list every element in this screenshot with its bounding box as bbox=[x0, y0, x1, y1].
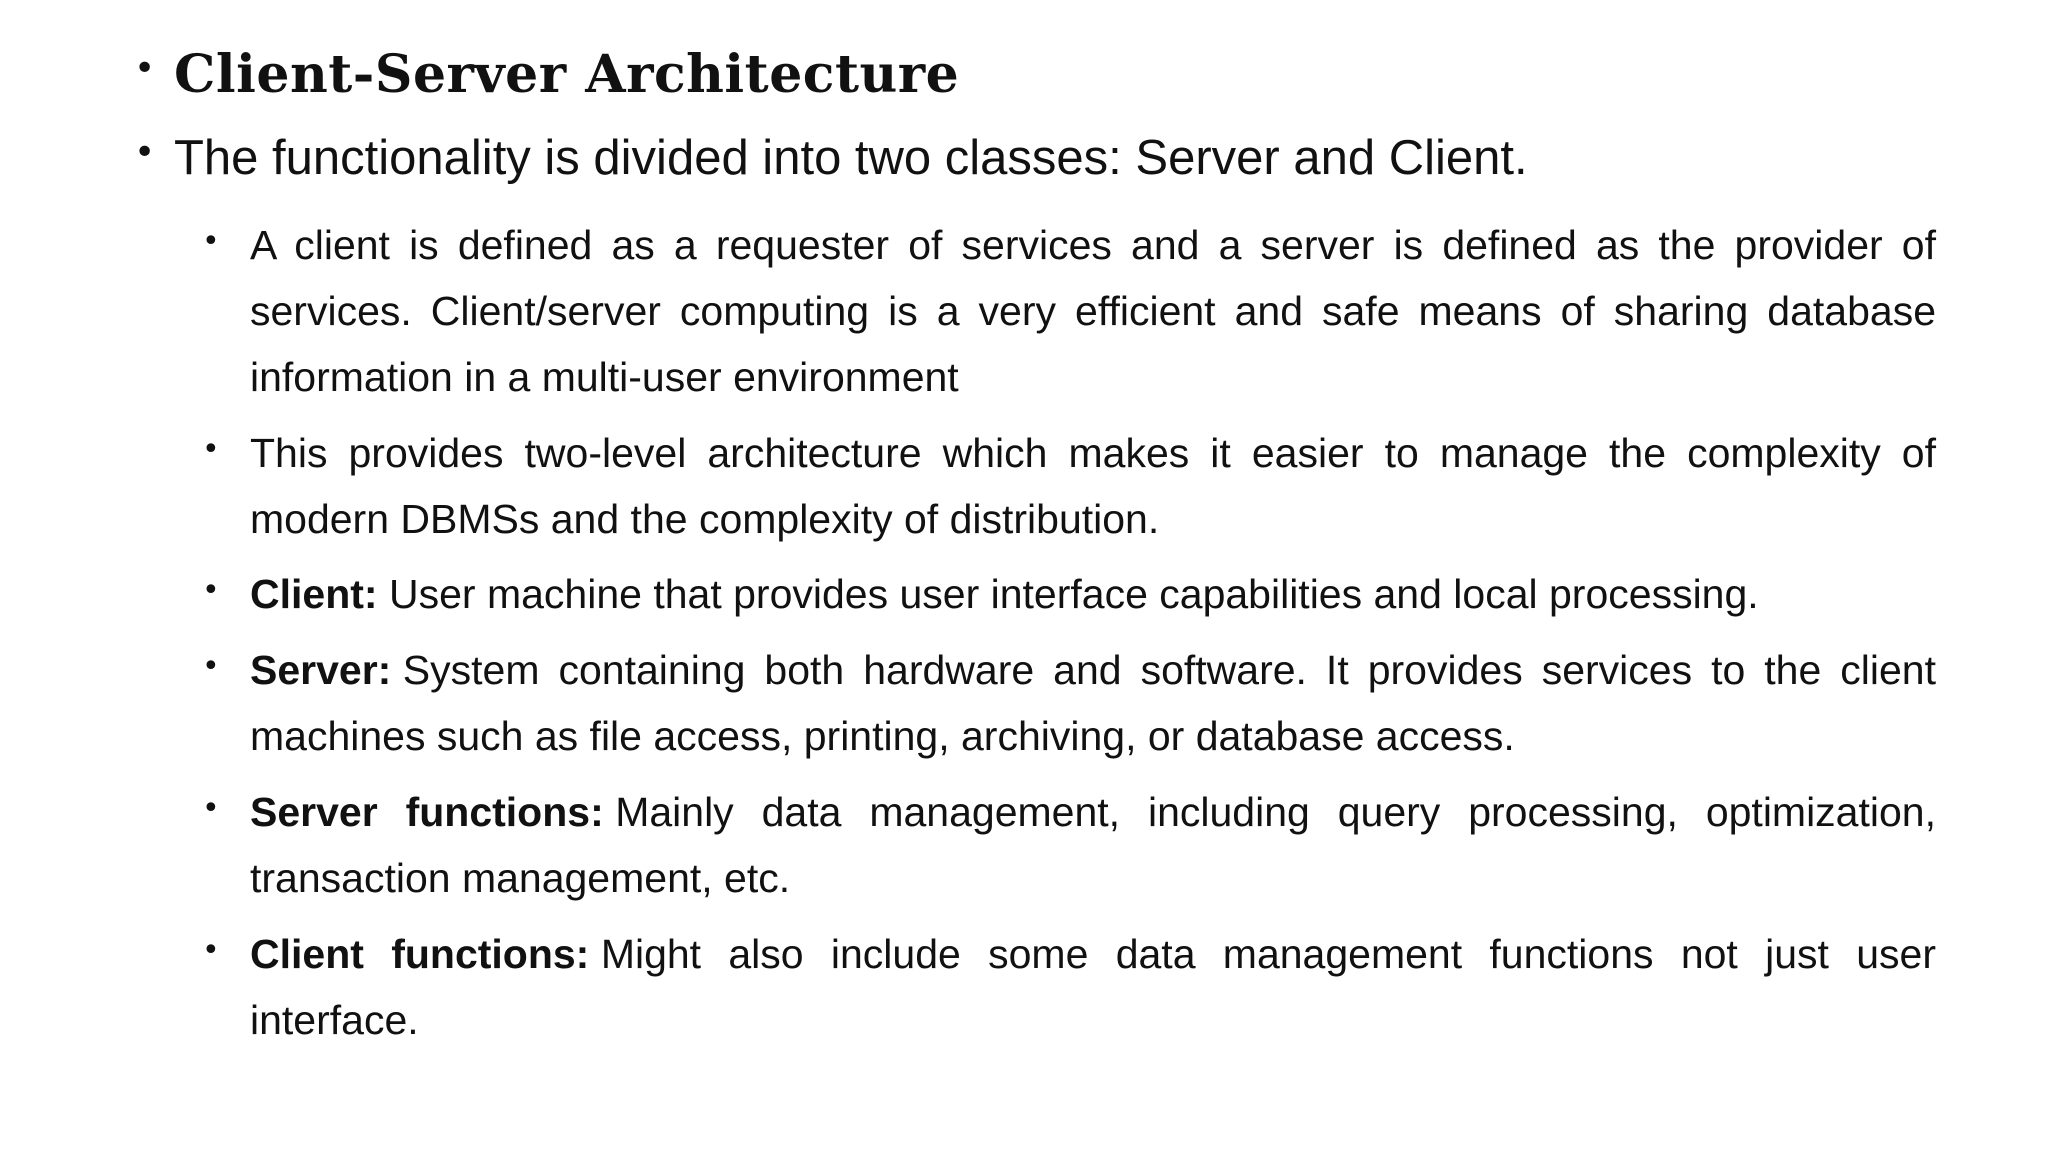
bullet-icon: • bbox=[202, 649, 220, 684]
bullet-icon: • bbox=[134, 48, 156, 89]
bullet-icon: • bbox=[202, 224, 220, 259]
bullet-icon: • bbox=[202, 933, 220, 968]
lead-item bbox=[134, 122, 1934, 202]
point-text: A client is defined as a requester of services and a server is defined as the provider of services. Client/server computing is a very efficient and safe means of sharing database information in a multi-user environment bbox=[250, 222, 1936, 400]
bullet-icon: • bbox=[202, 432, 220, 467]
slide-heading: Client-Server Architecture bbox=[174, 44, 960, 105]
heading-item bbox=[134, 38, 1934, 108]
bullet-icon: • bbox=[202, 573, 220, 608]
bullet-icon: • bbox=[134, 132, 156, 173]
point-label: Client functions: bbox=[250, 931, 590, 977]
point-text bbox=[250, 637, 1936, 769]
bullet-icon: • bbox=[202, 791, 220, 826]
point-body: System containing both hardware and software. It provides services to the client machines such as file access, printing, archiving, or database access. bbox=[250, 647, 1936, 759]
point-body: User machine that provides user interface capabilities and local processing. bbox=[389, 571, 1759, 617]
point-label: Client: bbox=[250, 571, 378, 617]
point-text bbox=[250, 779, 1936, 911]
lead-text: The functionality is divided into two classes: Server and Client. bbox=[174, 131, 1528, 185]
point-body: Mainly data management, including query processing, optimization, transaction management, etc. bbox=[250, 789, 1936, 901]
point-text bbox=[250, 561, 1936, 627]
point-text: This provides two-level architecture which makes it easier to manage the complexity of modern DBMSs and the complexity of distribution. bbox=[250, 430, 1936, 542]
point-label: Server functions: bbox=[250, 789, 604, 835]
point-body: Might also include some data management functions not just user interface. bbox=[250, 931, 1936, 1043]
point-text bbox=[250, 921, 1936, 1053]
point-label: Server: bbox=[250, 647, 392, 693]
